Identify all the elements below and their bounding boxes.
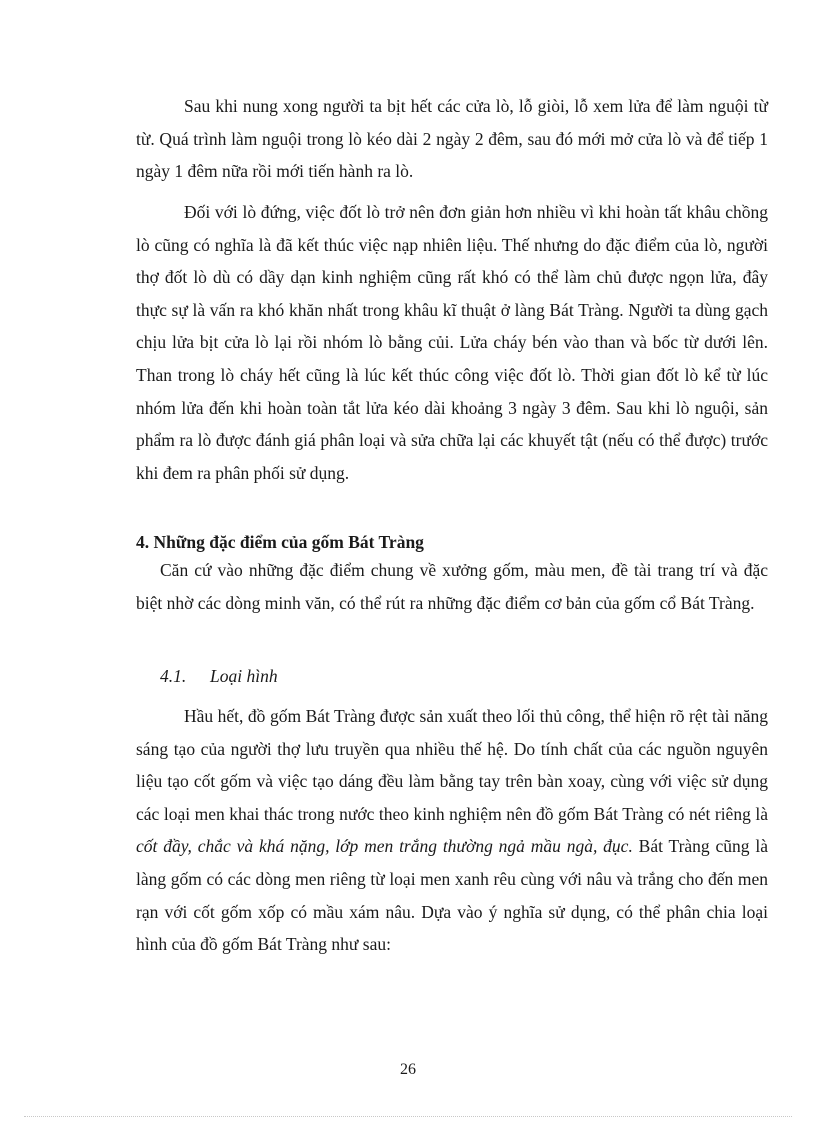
subsection-heading-4-1 — [160, 660, 278, 693]
section-heading-4: 4. Những đặc điểm của gốm Bát Tràng — [136, 532, 424, 552]
page-number: 26 — [400, 1061, 416, 1078]
typology-italic-text: cốt đầy, chắc và khá nặng, lớp men trắng thường ngả mầu ngà, đục. — [136, 836, 633, 857]
paragraph-cooling: Sau khi nung xong người ta bịt hết các cửa lò, lỗ giòi, lỗ xem lửa để làm nguội từ từ. Quá trình làm nguội trong lò kéo dài 2 ngày 2 đêm, sau đó mới mở cửa lò và để tiếp 1 ngày 1 đêm nữa rồi mới tiến hành ra lò. — [136, 96, 768, 182]
page-bottom-divider — [24, 1116, 792, 1117]
subsection-number: 4.1. — [160, 666, 187, 686]
subsection-title: Loại hình — [210, 666, 278, 686]
typology-text-start: Hầu hết, đồ gốm Bát Tràng được sản xuất theo lối thủ công, thể hiện rõ rệt tài năng sáng tạo của người thợ lưu truyền qua nhiều thế hệ. Do tính chất của các nguồn nguyên liệu tạo cốt gốm và việc tạo dáng đều làm bằng tay trên bàn xoay, cùng với việc sử dụng các loại men khai thác trong nước theo kinh nghiệm nên đồ gốm Bát Tràng có nét riêng là — [136, 706, 768, 824]
typology-text-end: Bát Tràng cũng là làng gốm có các dòng men riêng từ loại men xanh rêu cùng với nâu và trắng cho đến men rạn với cốt gốm xốp có mầu xám nâu. Dựa vào ý nghĩa sử dụng, có thể phân chia loại hình của đồ gốm Bát Tràng như sau: — [136, 836, 768, 955]
paragraph-characteristics-intro: Căn cứ vào những đặc điểm chung về xưởng gốm, màu men, đề tài trang trí và đặc biệt nhờ các dòng minh văn, có thể rút ra những đặc điểm cơ bản của gốm cổ Bát Tràng. — [136, 560, 768, 613]
paragraph-typology — [136, 700, 768, 961]
paragraph-vertical-kiln: Đối với lò đứng, việc đốt lò trở nên đơn giản hơn nhiều vì khi hoàn tất khâu chồng lò cũng có nghĩa là đã kết thúc việc nạp nhiên liệu. Thế nhưng do đặc điểm của lò, người thợ đốt lò dù có dầy dạn kinh nghiệm cũng rất khó có thể làm chủ được ngọn lửa, đây thực sự là vấn ra khó khăn nhất trong khâu kĩ thuật ở làng Bát Tràng. Người ta dùng gạch chịu lửa bịt cửa lò lại rồi nhóm lò bằng củi. Lửa cháy bén vào than và bốc từ dưới lên. Than trong lò cháy hết cũng là lúc kết thúc công việc đốt lò. Thời gian đốt lò kể từ lúc nhóm lửa đến khi hoàn toàn tắt lửa kéo dài khoảng 3 ngày 3 đêm. Sau khi lò nguội, sản phẩm ra lò được đánh giá phân loại và sửa chữa lại các khuyết tật (nếu có thể được) trước khi đem ra phân phối sử dụng. — [136, 202, 768, 483]
